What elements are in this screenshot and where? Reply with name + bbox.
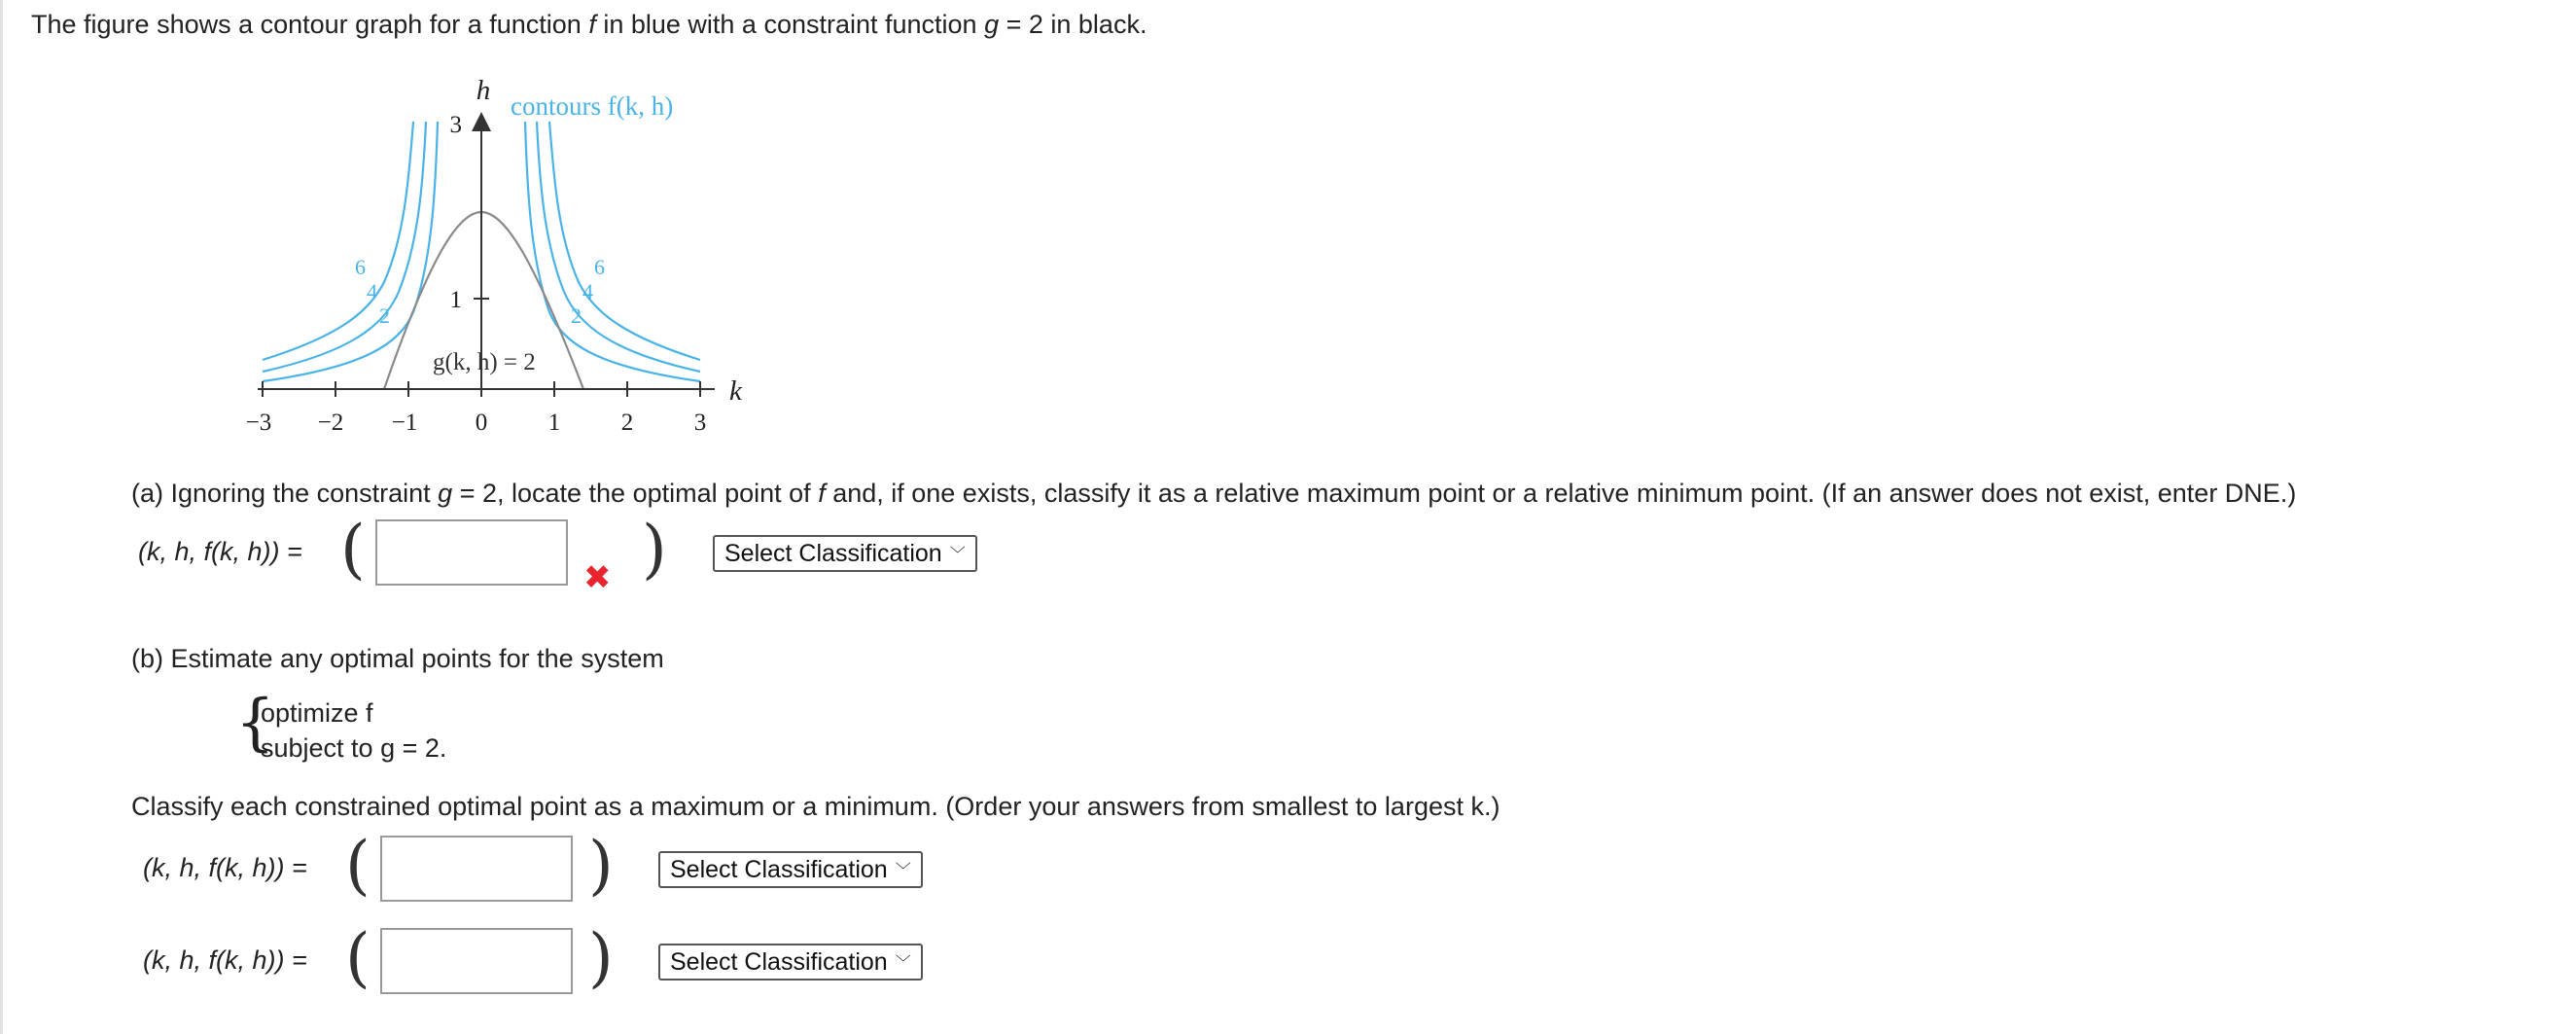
part-b-answer-input-2[interactable] <box>380 928 573 994</box>
contour-level-label: 2 <box>571 303 582 328</box>
constraint-label: g(k, h) = 2 <box>433 349 536 375</box>
intro-f: f <box>588 10 596 39</box>
x-tick-label: 0 <box>475 410 488 436</box>
chevron-down-icon: ﹀ <box>949 547 966 563</box>
part-a-answer-input[interactable] <box>375 519 568 586</box>
part-b-question: (b) Estimate any optimal points for the system <box>131 644 664 673</box>
contour-level-label: 4 <box>582 279 593 303</box>
part-a-prefix: (a) Ignoring the constraint <box>131 479 439 508</box>
intro-part-2: in blue with a constraint function <box>595 10 985 39</box>
incorrect-x-icon: ✖ <box>583 559 612 596</box>
select-label: Select Classification <box>670 856 888 883</box>
select-label: Select Classification <box>670 948 888 976</box>
part-a-mid-1: = 2, locate the optimal point of <box>452 479 819 508</box>
part-a-classification-select[interactable] <box>713 535 977 572</box>
part-a-question <box>131 477 2296 510</box>
part-b-classification-select-1[interactable] <box>658 851 923 888</box>
close-paren: ) <box>588 920 614 995</box>
select-label: Select Classification <box>724 540 942 567</box>
intro-part-1: The figure shows a contour graph for a function <box>31 10 589 39</box>
intro-text <box>31 8 1147 41</box>
system-brace: { <box>235 687 275 759</box>
chevron-down-icon: ﹀ <box>895 863 911 879</box>
contour-level-6-left <box>263 122 413 360</box>
part-b-classification-select-2[interactable] <box>658 944 923 981</box>
contour-level-4-left <box>263 122 426 372</box>
y-axis-label: h <box>476 75 491 106</box>
intro-g: g <box>984 10 1000 39</box>
x-axis-label: k <box>729 375 742 407</box>
contour-level-label: 2 <box>379 303 390 328</box>
close-paren: ) <box>642 512 667 587</box>
contour-graph <box>224 68 807 447</box>
classify-instructions: Classify each constrained optimal point as a maximum or a minimum. (Order your answers from smallest to largest k.) <box>131 792 1500 821</box>
part-b-answer-row-1 <box>141 828 1016 909</box>
contour-level-label: 4 <box>367 279 377 303</box>
answer-label: (k, h, f(k, h)) = <box>138 537 302 566</box>
y-tick-label: 1 <box>449 287 462 313</box>
intro-part-3: = 2 in black. <box>999 10 1147 39</box>
part-a-g: g <box>438 479 453 508</box>
x-tick-label: 3 <box>693 410 707 436</box>
open-paren: ( <box>345 920 371 995</box>
left-border <box>0 0 3 1034</box>
close-paren: ) <box>588 828 614 903</box>
x-tick-label: 1 <box>547 410 561 436</box>
part-a-f: f <box>818 479 826 508</box>
y-tick-label: 3 <box>449 112 462 138</box>
contour-level-label: 6 <box>594 255 605 279</box>
system-line-1: optimize f <box>261 698 373 728</box>
part-b-answer-row-2 <box>141 920 1016 1002</box>
answer-label: (k, h, f(k, h)) = <box>143 945 307 975</box>
chevron-down-icon: ﹀ <box>895 955 911 972</box>
contour-level-label: 6 <box>355 255 366 279</box>
x-tick-label: −3 <box>245 410 272 436</box>
contour-label: contours f(k, h) <box>511 91 674 121</box>
part-a-answer-row <box>136 512 1011 596</box>
part-a-mid-2: and, if one exists, classify it as a relative maximum point or a relative minimum point. (If an answer does not exist, enter DNE.) <box>825 479 2297 508</box>
open-paren: ( <box>340 512 366 587</box>
open-paren: ( <box>345 828 371 903</box>
x-tick-label: 2 <box>620 410 634 436</box>
answer-label: (k, h, f(k, h)) = <box>143 853 307 882</box>
x-tick-label: −1 <box>391 410 418 436</box>
system-line-2: subject to g = 2. <box>261 733 447 763</box>
x-tick-label: −2 <box>317 410 344 436</box>
part-b-answer-input-1[interactable] <box>380 836 573 902</box>
